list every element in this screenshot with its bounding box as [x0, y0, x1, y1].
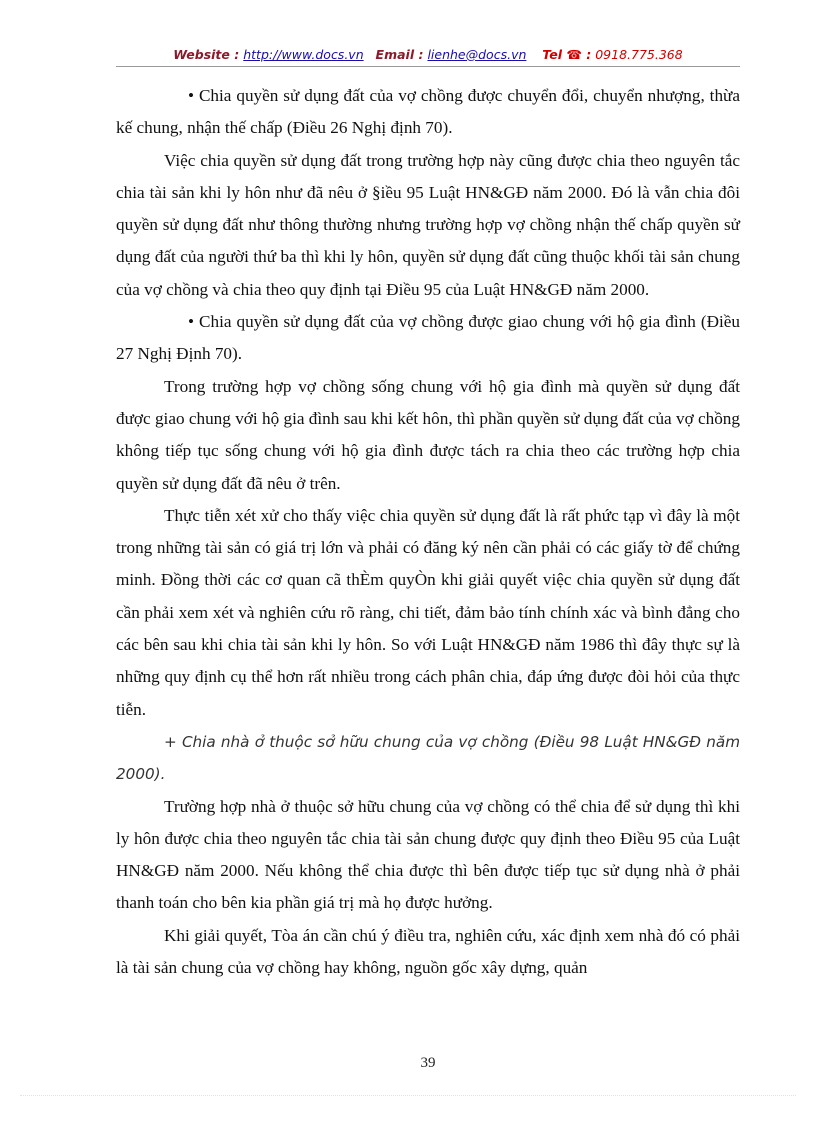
page-number: 39: [420, 1055, 436, 1071]
tel-label: Tel ☎ :: [542, 47, 592, 62]
website-label: Website :: [173, 47, 240, 62]
document-body: [116, 80, 740, 984]
paragraph: Thực tiễn xét xử cho thấy việc chia quyền sử dụng đất là rất phức tạp vì đây là một trong những tài sản có giá trị lớn và phải có đăng ký nên cần phải có các giấy tờ để chứng minh. Đồng thời các cơ quan cã thÈm quyÒn khi giải quyết việc chia quyền sử dụng đất cần phải xem xét và nghiên cứu rõ ràng, chi tiết, đảm bảo tính chính xác và bình đẳng cho các bên sau khi chia tài sản khi ly hôn. So với Luật HN&GĐ năm 1986 thì đây thực sự là những quy định cụ thể hơn rất nhiều trong cách phân chia, đáp ứng được đòi hỏi của thực tiễn.: [116, 505, 740, 719]
paragraph: Trong trường hợp vợ chồng sống chung với hộ gia đình mà quyền sử dụng đất được giao chung với hộ gia đình sau khi kết hôn, thì phần quyền sử dụng đất của vợ chồng không tiếp tục sống chung với hộ gia đình được tách ra chia theo các trường hợp chia quyền sử dụng đất đã nêu ở trên.: [116, 376, 740, 493]
paragraph: Khi giải quyết, Tòa án cần chú ý điều tra, nghiên cứu, xác định xem nhà đó có phải là tài sản chung của vợ chồng hay không, nguồn gốc xây dựng, quản: [116, 925, 740, 978]
page-header: [116, 47, 740, 67]
header-divider: [116, 66, 740, 67]
section-heading: + Chia nhà ở thuộc sở hữu chung của vợ chồng (Điều 98 Luật HN&GĐ năm 2000).: [116, 732, 740, 784]
paragraph: Trường hợp nhà ở thuộc sở hữu chung của vợ chồng có thể chia để sử dụng thì khi ly hôn được chia theo nguyên tắc chia tài sản chung được quy định theo Điều 95 của Luật HN&GĐ năm 2000. Nếu không thể chia được thì bên được tiếp tục sử dụng nhà ở phải thanh toán cho bên kia phần giá trị mà họ được hưởng.: [116, 796, 740, 913]
email-label: Email :: [375, 47, 424, 62]
paragraph-bullet-1: • Chia quyền sử dụng đất của vợ chồng được chuyển đổi, chuyển nhượng, thừa kế chung, nhận thế chấp (Điều 26 Nghị định 70).: [116, 86, 740, 138]
paragraph: Việc chia quyền sử dụng đất trong trường hợp này cũng được chia theo nguyên tắc chia tài sản khi ly hôn như đã nêu ở §iều 95 Luật HN&GĐ năm 2000. Đó là vẫn chia đôi quyền sử dụng đất như thông thường nhưng trường hợp vợ chồng nhận thế chấp quyền sử dụng đất của người thứ ba thì khi ly hôn, quyền sử dụng đất cũng thuộc khối tài sản chung của vợ chồng và chia theo quy định tại Điều 95 của Luật HN&GĐ năm 2000.: [116, 150, 740, 299]
website-link[interactable]: http://www.docs.vn: [243, 47, 364, 62]
paragraph-bullet-2: • Chia quyền sử dụng đất của vợ chồng được giao chung với hộ gia đình (Điều 27 Nghị Định 70).: [116, 312, 740, 364]
footer-divider: [20, 1095, 796, 1096]
tel-number: 0918.775.368: [595, 47, 683, 62]
email-link[interactable]: lienhe@docs.vn: [427, 47, 527, 62]
